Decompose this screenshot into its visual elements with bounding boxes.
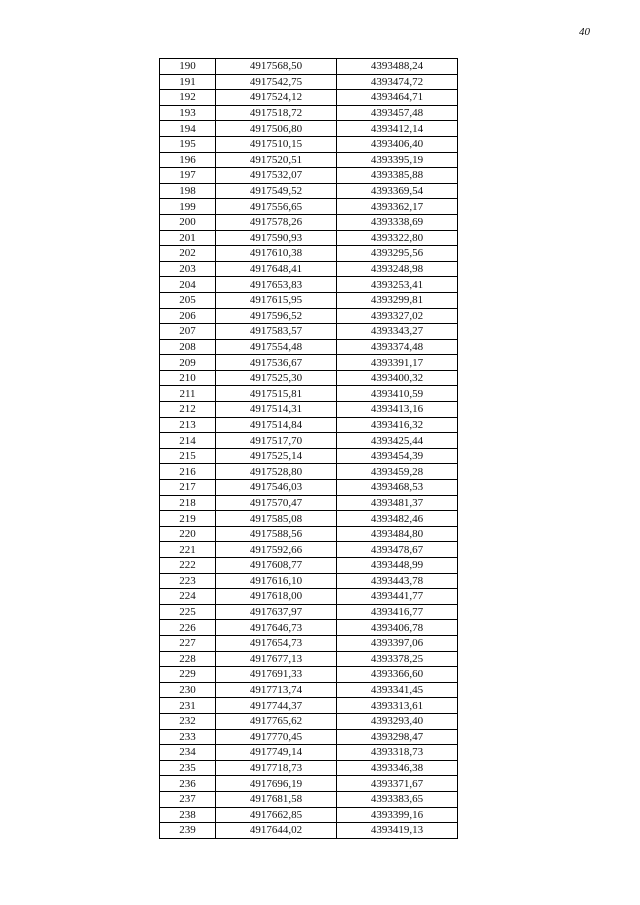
x-coordinate-cell: 4917662,85 <box>216 807 337 823</box>
y-coordinate-cell: 4393419,13 <box>337 823 458 839</box>
x-coordinate-cell: 4917653,83 <box>216 277 337 293</box>
x-coordinate-cell: 4917532,07 <box>216 168 337 184</box>
x-coordinate-cell: 4917644,02 <box>216 823 337 839</box>
point-number-cell: 238 <box>160 807 216 823</box>
coordinates-table <box>159 58 458 839</box>
y-coordinate-cell: 4393406,78 <box>337 620 458 636</box>
y-coordinate-cell: 4393298,47 <box>337 729 458 745</box>
table-row <box>160 526 458 542</box>
point-number-cell: 195 <box>160 136 216 152</box>
x-coordinate-cell: 4917506,80 <box>216 121 337 137</box>
table-row <box>160 620 458 636</box>
point-number-cell: 215 <box>160 448 216 464</box>
y-coordinate-cell: 4393413,16 <box>337 402 458 418</box>
point-number-cell: 202 <box>160 246 216 262</box>
point-number-cell: 211 <box>160 386 216 402</box>
y-coordinate-cell: 4393406,40 <box>337 136 458 152</box>
table-row <box>160 261 458 277</box>
point-number-cell: 210 <box>160 370 216 386</box>
table-row <box>160 121 458 137</box>
y-coordinate-cell: 4393468,53 <box>337 480 458 496</box>
table-row <box>160 604 458 620</box>
point-number-cell: 228 <box>160 651 216 667</box>
y-coordinate-cell: 4393448,99 <box>337 558 458 574</box>
x-coordinate-cell: 4917570,47 <box>216 495 337 511</box>
point-number-cell: 197 <box>160 168 216 184</box>
table-row <box>160 168 458 184</box>
table-row <box>160 136 458 152</box>
x-coordinate-cell: 4917514,84 <box>216 417 337 433</box>
x-coordinate-cell: 4917546,03 <box>216 480 337 496</box>
y-coordinate-cell: 4393441,77 <box>337 589 458 605</box>
table-row <box>160 760 458 776</box>
x-coordinate-cell: 4917556,65 <box>216 199 337 215</box>
x-coordinate-cell: 4917749,14 <box>216 745 337 761</box>
point-number-cell: 217 <box>160 480 216 496</box>
table-row <box>160 90 458 106</box>
table-row <box>160 339 458 355</box>
x-coordinate-cell: 4917514,31 <box>216 402 337 418</box>
y-coordinate-cell: 4393371,67 <box>337 776 458 792</box>
point-number-cell: 204 <box>160 277 216 293</box>
point-number-cell: 239 <box>160 823 216 839</box>
y-coordinate-cell: 4393454,39 <box>337 448 458 464</box>
y-coordinate-cell: 4393391,17 <box>337 355 458 371</box>
x-coordinate-cell: 4917618,00 <box>216 589 337 605</box>
x-coordinate-cell: 4917646,73 <box>216 620 337 636</box>
table-row <box>160 246 458 262</box>
point-number-cell: 235 <box>160 760 216 776</box>
x-coordinate-cell: 4917520,51 <box>216 152 337 168</box>
table-row <box>160 59 458 75</box>
y-coordinate-cell: 4393481,37 <box>337 495 458 511</box>
table-row <box>160 402 458 418</box>
x-coordinate-cell: 4917610,38 <box>216 246 337 262</box>
table-row <box>160 745 458 761</box>
x-coordinate-cell: 4917542,75 <box>216 74 337 90</box>
table-row <box>160 495 458 511</box>
y-coordinate-cell: 4393397,06 <box>337 635 458 651</box>
page-number: 40 <box>579 26 590 38</box>
point-number-cell: 209 <box>160 355 216 371</box>
point-number-cell: 201 <box>160 230 216 246</box>
y-coordinate-cell: 4393400,32 <box>337 370 458 386</box>
table-row <box>160 105 458 121</box>
point-number-cell: 194 <box>160 121 216 137</box>
point-number-cell: 193 <box>160 105 216 121</box>
table-row <box>160 277 458 293</box>
point-number-cell: 226 <box>160 620 216 636</box>
table-row <box>160 729 458 745</box>
point-number-cell: 227 <box>160 635 216 651</box>
y-coordinate-cell: 4393327,02 <box>337 308 458 324</box>
point-number-cell: 212 <box>160 402 216 418</box>
x-coordinate-cell: 4917568,50 <box>216 59 337 75</box>
point-number-cell: 200 <box>160 214 216 230</box>
x-coordinate-cell: 4917524,12 <box>216 90 337 106</box>
x-coordinate-cell: 4917536,67 <box>216 355 337 371</box>
table-row <box>160 417 458 433</box>
x-coordinate-cell: 4917654,73 <box>216 635 337 651</box>
x-coordinate-cell: 4917549,52 <box>216 183 337 199</box>
table-row <box>160 573 458 589</box>
table-row <box>160 152 458 168</box>
x-coordinate-cell: 4917770,45 <box>216 729 337 745</box>
y-coordinate-cell: 4393416,77 <box>337 604 458 620</box>
table-row <box>160 199 458 215</box>
table-row <box>160 589 458 605</box>
x-coordinate-cell: 4917608,77 <box>216 558 337 574</box>
x-coordinate-cell: 4917677,13 <box>216 651 337 667</box>
y-coordinate-cell: 4393416,32 <box>337 417 458 433</box>
table-row <box>160 480 458 496</box>
y-coordinate-cell: 4393425,44 <box>337 433 458 449</box>
table-row <box>160 324 458 340</box>
table-row <box>160 230 458 246</box>
point-number-cell: 208 <box>160 339 216 355</box>
table-row <box>160 214 458 230</box>
y-coordinate-cell: 4393383,65 <box>337 791 458 807</box>
x-coordinate-cell: 4917510,15 <box>216 136 337 152</box>
point-number-cell: 234 <box>160 745 216 761</box>
x-coordinate-cell: 4917592,66 <box>216 542 337 558</box>
y-coordinate-cell: 4393295,56 <box>337 246 458 262</box>
y-coordinate-cell: 4393474,72 <box>337 74 458 90</box>
table-row <box>160 651 458 667</box>
table-row <box>160 386 458 402</box>
y-coordinate-cell: 4393293,40 <box>337 713 458 729</box>
table-row <box>160 74 458 90</box>
x-coordinate-cell: 4917616,10 <box>216 573 337 589</box>
y-coordinate-cell: 4393341,45 <box>337 682 458 698</box>
table-row <box>160 355 458 371</box>
table-row <box>160 370 458 386</box>
table-row <box>160 433 458 449</box>
y-coordinate-cell: 4393484,80 <box>337 526 458 542</box>
point-number-cell: 237 <box>160 791 216 807</box>
coordinates-table-body <box>160 59 458 839</box>
point-number-cell: 233 <box>160 729 216 745</box>
y-coordinate-cell: 4393369,54 <box>337 183 458 199</box>
table-row <box>160 558 458 574</box>
y-coordinate-cell: 4393299,81 <box>337 292 458 308</box>
table-row <box>160 308 458 324</box>
y-coordinate-cell: 4393346,38 <box>337 760 458 776</box>
y-coordinate-cell: 4393318,73 <box>337 745 458 761</box>
x-coordinate-cell: 4917518,72 <box>216 105 337 121</box>
point-number-cell: 224 <box>160 589 216 605</box>
point-number-cell: 219 <box>160 511 216 527</box>
y-coordinate-cell: 4393248,98 <box>337 261 458 277</box>
point-number-cell: 229 <box>160 667 216 683</box>
table-row <box>160 823 458 839</box>
x-coordinate-cell: 4917525,30 <box>216 370 337 386</box>
point-number-cell: 205 <box>160 292 216 308</box>
y-coordinate-cell: 4393443,78 <box>337 573 458 589</box>
point-number-cell: 230 <box>160 682 216 698</box>
table-row <box>160 667 458 683</box>
point-number-cell: 199 <box>160 199 216 215</box>
x-coordinate-cell: 4917691,33 <box>216 667 337 683</box>
y-coordinate-cell: 4393313,61 <box>337 698 458 714</box>
x-coordinate-cell: 4917554,48 <box>216 339 337 355</box>
y-coordinate-cell: 4393412,14 <box>337 121 458 137</box>
y-coordinate-cell: 4393338,69 <box>337 214 458 230</box>
y-coordinate-cell: 4393478,67 <box>337 542 458 558</box>
y-coordinate-cell: 4393482,46 <box>337 511 458 527</box>
y-coordinate-cell: 4393457,48 <box>337 105 458 121</box>
point-number-cell: 218 <box>160 495 216 511</box>
y-coordinate-cell: 4393385,88 <box>337 168 458 184</box>
table-row <box>160 776 458 792</box>
x-coordinate-cell: 4917585,08 <box>216 511 337 527</box>
y-coordinate-cell: 4393374,48 <box>337 339 458 355</box>
x-coordinate-cell: 4917681,58 <box>216 791 337 807</box>
x-coordinate-cell: 4917515,81 <box>216 386 337 402</box>
table-row <box>160 791 458 807</box>
table-row <box>160 713 458 729</box>
point-number-cell: 232 <box>160 713 216 729</box>
table-row <box>160 511 458 527</box>
point-number-cell: 225 <box>160 604 216 620</box>
x-coordinate-cell: 4917528,80 <box>216 464 337 480</box>
point-number-cell: 220 <box>160 526 216 542</box>
table-row <box>160 807 458 823</box>
y-coordinate-cell: 4393399,16 <box>337 807 458 823</box>
point-number-cell: 231 <box>160 698 216 714</box>
x-coordinate-cell: 4917713,74 <box>216 682 337 698</box>
point-number-cell: 207 <box>160 324 216 340</box>
x-coordinate-cell: 4917596,52 <box>216 308 337 324</box>
y-coordinate-cell: 4393378,25 <box>337 651 458 667</box>
x-coordinate-cell: 4917765,62 <box>216 713 337 729</box>
y-coordinate-cell: 4393343,27 <box>337 324 458 340</box>
point-number-cell: 214 <box>160 433 216 449</box>
x-coordinate-cell: 4917525,14 <box>216 448 337 464</box>
point-number-cell: 213 <box>160 417 216 433</box>
table-row <box>160 448 458 464</box>
table-row <box>160 464 458 480</box>
point-number-cell: 192 <box>160 90 216 106</box>
point-number-cell: 222 <box>160 558 216 574</box>
y-coordinate-cell: 4393488,24 <box>337 59 458 75</box>
x-coordinate-cell: 4917590,93 <box>216 230 337 246</box>
table-row <box>160 542 458 558</box>
point-number-cell: 221 <box>160 542 216 558</box>
point-number-cell: 196 <box>160 152 216 168</box>
y-coordinate-cell: 4393366,60 <box>337 667 458 683</box>
point-number-cell: 203 <box>160 261 216 277</box>
x-coordinate-cell: 4917648,41 <box>216 261 337 277</box>
y-coordinate-cell: 4393459,28 <box>337 464 458 480</box>
point-number-cell: 206 <box>160 308 216 324</box>
x-coordinate-cell: 4917718,73 <box>216 760 337 776</box>
table-row <box>160 682 458 698</box>
y-coordinate-cell: 4393464,71 <box>337 90 458 106</box>
point-number-cell: 223 <box>160 573 216 589</box>
point-number-cell: 191 <box>160 74 216 90</box>
x-coordinate-cell: 4917696,19 <box>216 776 337 792</box>
x-coordinate-cell: 4917583,57 <box>216 324 337 340</box>
table-row <box>160 183 458 199</box>
x-coordinate-cell: 4917637,97 <box>216 604 337 620</box>
y-coordinate-cell: 4393362,17 <box>337 199 458 215</box>
x-coordinate-cell: 4917615,95 <box>216 292 337 308</box>
table-row <box>160 292 458 308</box>
x-coordinate-cell: 4917578,26 <box>216 214 337 230</box>
y-coordinate-cell: 4393322,80 <box>337 230 458 246</box>
table-row <box>160 698 458 714</box>
y-coordinate-cell: 4393253,41 <box>337 277 458 293</box>
x-coordinate-cell: 4917744,37 <box>216 698 337 714</box>
point-number-cell: 198 <box>160 183 216 199</box>
x-coordinate-cell: 4917588,56 <box>216 526 337 542</box>
y-coordinate-cell: 4393410,59 <box>337 386 458 402</box>
y-coordinate-cell: 4393395,19 <box>337 152 458 168</box>
point-number-cell: 190 <box>160 59 216 75</box>
x-coordinate-cell: 4917517,70 <box>216 433 337 449</box>
table-row <box>160 635 458 651</box>
point-number-cell: 216 <box>160 464 216 480</box>
point-number-cell: 236 <box>160 776 216 792</box>
